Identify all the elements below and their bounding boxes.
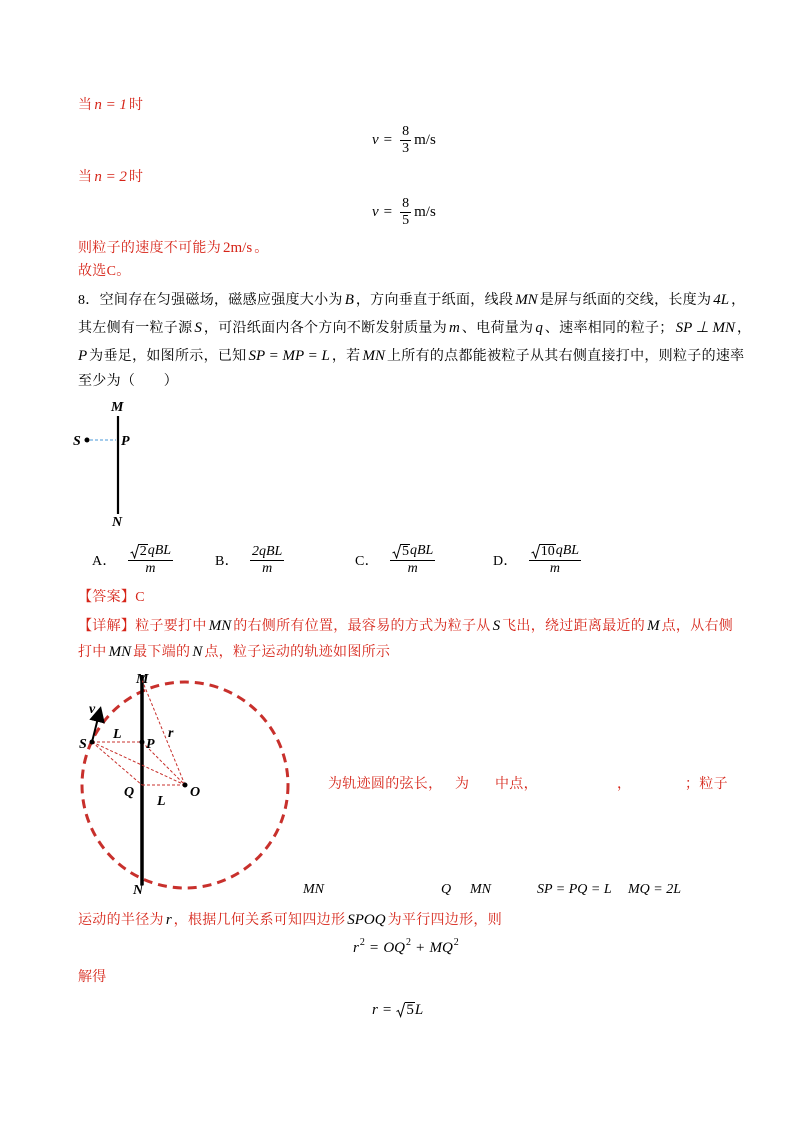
option-d xyxy=(493,543,584,577)
point-p xyxy=(140,740,145,745)
option-a-radicand: 2 xyxy=(139,544,147,559)
side-text-4: ；粒子 xyxy=(685,777,728,792)
case-n1-pre: 当 xyxy=(78,98,93,113)
option-a-label: A． xyxy=(92,554,117,569)
q1-seg0: 8．空间存在匀强磁场，磁感应强度大小为 xyxy=(78,293,343,308)
side-math-3: SP = PQ = L xyxy=(537,882,612,897)
case-n1-math: n = 1 xyxy=(94,97,127,113)
segment-so xyxy=(92,742,185,785)
eq3-t1: r xyxy=(353,939,359,956)
q2-seg7: SP ⊥ MN xyxy=(675,320,736,336)
conclusion-line xyxy=(78,238,269,258)
detail-line-2 xyxy=(78,642,390,662)
q2-seg8: ， xyxy=(737,321,752,336)
option-a-numerator xyxy=(128,544,173,561)
choice-line: 故选C。 xyxy=(78,264,131,279)
eq1-var: v xyxy=(372,131,379,148)
radical-sign-icon xyxy=(531,544,540,559)
option-b-label: B． xyxy=(215,554,239,569)
fig1-label-m: M xyxy=(111,400,124,415)
eq4-t1: r xyxy=(372,1001,378,1018)
q2-seg0: 其左侧有一粒子源 xyxy=(78,321,193,336)
option-c-radicand: 5 xyxy=(401,544,409,559)
option-a-rest: qBL xyxy=(147,543,172,558)
option-c-denominator: m xyxy=(407,561,418,576)
radical-sign-icon xyxy=(392,544,401,559)
side-text-3: ， xyxy=(617,777,632,792)
q1-seg6: ， xyxy=(731,293,746,308)
case-n2 xyxy=(78,167,143,187)
eq3-t3: MQ xyxy=(429,939,453,956)
side-math-0: MN xyxy=(303,882,324,897)
fig1-label-p: P xyxy=(121,434,130,449)
eq1-unit: m/s xyxy=(414,131,436,148)
d1-seg6: 点，从右侧 xyxy=(661,619,734,634)
option-b-fraction xyxy=(250,545,284,576)
eq3-t2: OQ xyxy=(383,939,405,956)
option-c-fraction xyxy=(390,544,435,576)
q3-seg1: 为垂足，如图所示，已知 xyxy=(89,349,247,364)
side-math-1: Q xyxy=(441,882,452,897)
option-c-sqrt xyxy=(392,544,410,559)
radical-sign-icon xyxy=(130,544,139,559)
option-d-radicand: 10 xyxy=(540,544,555,559)
q2-seg1: S xyxy=(194,320,202,336)
eq2-var: v xyxy=(372,203,379,220)
q1-seg2: ，方向垂直于纸面，线段 xyxy=(355,293,514,308)
side-text-2: 中点， xyxy=(495,777,538,792)
eq3-op2: + xyxy=(415,939,425,956)
equation-v1 xyxy=(372,125,436,155)
d2-seg1: MN xyxy=(108,644,132,660)
radical-sign-icon xyxy=(396,1002,405,1018)
q1-seg1: B xyxy=(344,292,354,308)
d2-seg3: N xyxy=(192,644,203,660)
fig1-label-n: N xyxy=(112,515,123,530)
d2-seg4: 点，粒子运动的轨迹如图所示 xyxy=(204,645,391,660)
eq1-equals: = xyxy=(383,131,393,148)
option-a xyxy=(92,543,176,577)
d3-seg1: r xyxy=(165,912,172,928)
fig2-label-n: N xyxy=(133,883,144,898)
option-d-fraction xyxy=(529,544,581,576)
q3-seg4: MN xyxy=(362,348,385,364)
case-n2-post: 时 xyxy=(128,170,144,185)
trajectory-figure xyxy=(60,665,310,900)
q1-seg3: MN xyxy=(515,292,538,308)
eq1-denominator: 3 xyxy=(402,140,410,156)
d1-seg0: 【详解】粒子要打中 xyxy=(78,619,207,634)
eq4-op1: = xyxy=(382,1001,392,1018)
equation-v2 xyxy=(372,197,436,227)
option-c-rest: qBL xyxy=(409,543,434,558)
d1-seg3: S xyxy=(492,618,501,634)
option-c xyxy=(355,543,438,577)
d1-seg2: 的右侧所有位置，最容易的方式为粒子从 xyxy=(233,619,491,634)
d3-seg0: 运动的半径为 xyxy=(78,913,164,928)
equation-radius xyxy=(372,995,423,1025)
fig2-label-v: v xyxy=(89,702,96,717)
option-a-denominator: m xyxy=(145,561,156,576)
eq3-s2: 2 xyxy=(405,936,411,948)
conclusion-pre: 则粒子的速度不可能为 xyxy=(78,241,221,256)
d2-seg2: 最下端的 xyxy=(133,645,191,660)
d1-seg4: 飞出，绕过距离最近的 xyxy=(502,619,646,634)
q3-seg2: SP = MP = L xyxy=(248,348,330,364)
fig2-label-l-bottom: L xyxy=(157,794,166,809)
q1-seg5: 4L xyxy=(713,292,730,308)
eq1-numerator: 8 xyxy=(402,123,410,139)
answer-line: 【答案】C xyxy=(78,590,145,605)
option-a-sqrt xyxy=(130,544,148,559)
side-math-2: MN xyxy=(470,882,491,897)
segment-mo xyxy=(142,680,185,785)
case-n2-pre: 当 xyxy=(78,170,93,185)
equation-radius-squared xyxy=(353,933,459,963)
conclusion-post: 。 xyxy=(254,241,269,256)
question-line-3 xyxy=(78,346,744,366)
eq4-t2: L xyxy=(414,1001,424,1018)
question-line-4: 至少为（ ） xyxy=(78,374,179,389)
q2-seg4: 、电荷量为 xyxy=(461,321,534,336)
option-b-numerator: 2qBL xyxy=(251,543,283,559)
option-c-numerator xyxy=(390,544,435,561)
conclusion-math: 2m/s xyxy=(223,240,253,256)
segment-sq xyxy=(92,742,142,785)
option-d-rest: qBL xyxy=(555,543,580,558)
q1-seg4: 是屏与纸面的交线，长度为 xyxy=(539,293,712,308)
option-d-label: D． xyxy=(493,554,518,569)
question-line-1 xyxy=(78,290,745,310)
q2-seg6: 、速率相同的粒子； xyxy=(544,321,674,336)
solve-label: 解得 xyxy=(78,970,107,985)
option-b xyxy=(215,543,287,577)
d2-seg0: 打中 xyxy=(78,645,107,660)
option-a-fraction xyxy=(128,544,173,576)
eq2-denominator: 5 xyxy=(402,212,410,228)
option-d-numerator xyxy=(529,544,581,561)
eq3-op1: = xyxy=(369,939,379,956)
q2-seg2: ，可沿纸面内各个方向不断发射质量为 xyxy=(203,321,448,336)
option-d-denominator: m xyxy=(549,561,560,576)
eq2-unit: m/s xyxy=(414,203,436,220)
d1-seg5: M xyxy=(647,618,660,634)
fig2-label-m: M xyxy=(136,672,149,687)
eq2-equals: = xyxy=(383,203,393,220)
case-n1 xyxy=(78,95,143,115)
eq2-numerator: 8 xyxy=(402,195,410,211)
d1-seg1: MN xyxy=(208,618,232,634)
eq2-fraction xyxy=(400,197,411,228)
source-point-s xyxy=(85,438,90,443)
q2-seg3: m xyxy=(449,320,460,336)
fig2-label-s: S xyxy=(79,737,88,752)
fig2-label-p: P xyxy=(146,737,155,752)
point-s xyxy=(90,740,95,745)
q3-seg5: 上所有的点都能被粒子从其右侧直接打中，则粒子的速率 xyxy=(386,349,745,364)
eq3-s1: 2 xyxy=(359,936,365,948)
fig1-label-s: S xyxy=(73,434,82,449)
fig2-label-q: Q xyxy=(124,785,135,800)
d3-seg3: SPOQ xyxy=(347,912,386,928)
question-line-2 xyxy=(78,318,751,338)
detail-line-3 xyxy=(78,910,502,930)
fig2-label-o: O xyxy=(190,785,201,800)
case-n2-math: n = 2 xyxy=(94,169,127,185)
q2-seg5: q xyxy=(535,320,543,336)
eq4-radicand: 5 xyxy=(406,1002,414,1018)
d3-seg2: ，根据几何关系可知四边形 xyxy=(173,913,346,928)
eq1-fraction xyxy=(400,125,411,156)
option-b-denominator: m xyxy=(262,560,273,576)
side-text-1: 为 xyxy=(455,777,470,792)
fig2-label-l-top: L xyxy=(113,727,122,742)
q3-seg3: ，若 xyxy=(331,349,361,364)
side-text-0: 为轨迹圆的弦长， xyxy=(328,777,443,792)
option-d-sqrt xyxy=(531,544,556,559)
option-c-label: C． xyxy=(355,554,379,569)
d3-seg4: 为平行四边形，则 xyxy=(387,913,502,928)
eq4-sqrt xyxy=(396,1002,415,1018)
fig2-label-r: r xyxy=(168,726,174,741)
detail-line-1 xyxy=(78,616,733,636)
side-math-4: MQ = 2L xyxy=(628,882,682,897)
question-figure xyxy=(60,395,150,535)
eq3-s3: 2 xyxy=(453,936,459,948)
point-o xyxy=(183,783,188,788)
case-n1-post: 时 xyxy=(128,98,144,113)
q3-seg0: P xyxy=(78,348,88,364)
